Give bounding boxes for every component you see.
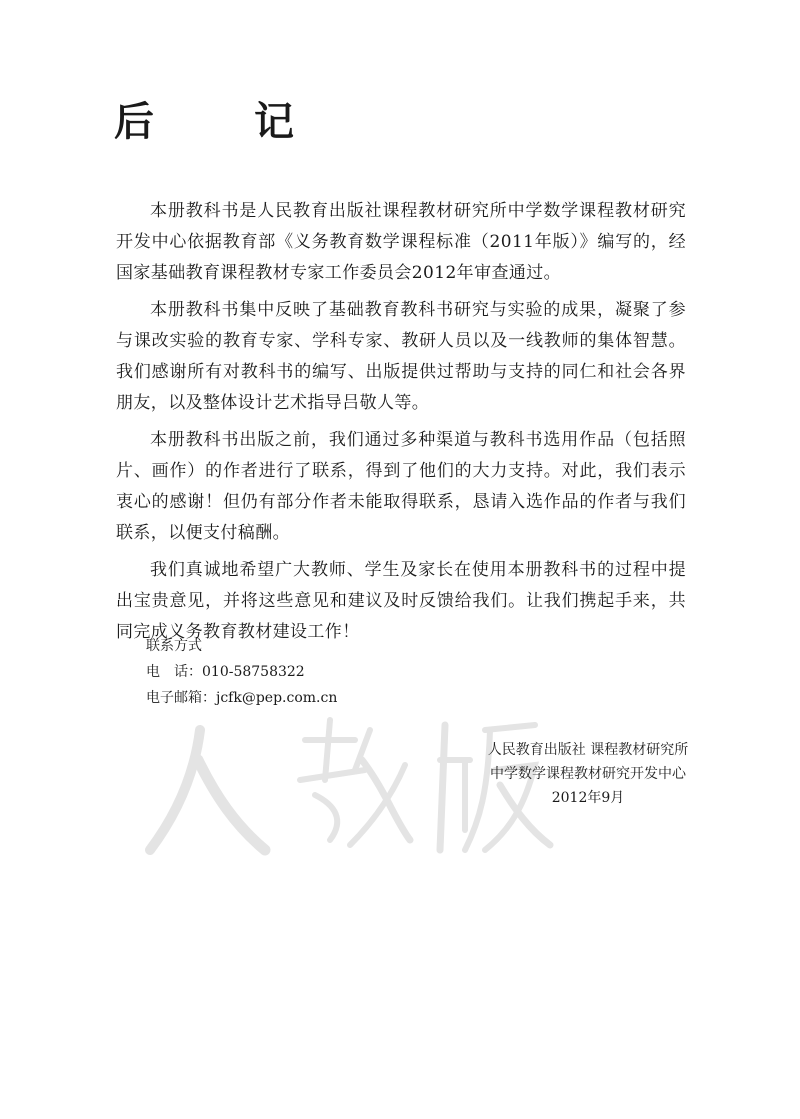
paragraph: 本册教科书集中反映了基础教育教科书研究与实验的成果，凝聚了参与课改实验的教育专家、学科专家、教研人员以及一线教师的集体智慧。我们感谢所有对教科书的编写、出版提供过帮助与支持的同仁和社会各界朋友，以及整体设计艺术指导吕敬人等。 bbox=[116, 300, 686, 413]
signature-line: 中学数学课程教材研究开发中心 bbox=[490, 766, 686, 782]
signature-date: 2012年9月 bbox=[551, 790, 625, 806]
paragraph: 本册教科书出版之前，我们通过多种渠道与教科书选用作品（包括照片、画作）的作者进行了联系，得到了他们的大力支持。对此，我们表示衷心的感谢！但仍有部分作者未能取得联系，恳请入选作品的作者与我们联系，以便支付稿酬。 bbox=[116, 430, 686, 543]
paragraph: 我们真诚地希望广大教师、学生及家长在使用本册教科书的过程中提出宝贵意见，并将这些意见和建议及时反馈给我们。让我们携起手来，共同完成义务教育教材建设工作！ bbox=[116, 560, 686, 642]
email-label: 电子邮箱： bbox=[146, 690, 216, 706]
signature-line: 人民教育出版社 课程教材研究所 bbox=[487, 742, 689, 758]
paragraph: 本册教科书是人民教育出版社课程教材研究所中学数学课程教材研究开发中心依据教育部《义务教育数学课程标准（2011年版）》编写的，经国家基础教育课程教材专家工作委员会2012年审查通过。 bbox=[116, 201, 686, 283]
page-title: 后 记 bbox=[114, 99, 324, 145]
phone-label: 电 话： bbox=[146, 664, 202, 680]
email-row bbox=[146, 685, 337, 711]
phone-row bbox=[146, 659, 337, 685]
phone-value: 010-58758322 bbox=[202, 664, 305, 680]
email-value: jcfk@pep.com.cn bbox=[216, 690, 338, 706]
signature-block bbox=[458, 738, 718, 810]
contact-info bbox=[146, 633, 337, 711]
contact-heading: 联系方式 bbox=[146, 638, 202, 654]
afterword-body bbox=[116, 196, 686, 654]
